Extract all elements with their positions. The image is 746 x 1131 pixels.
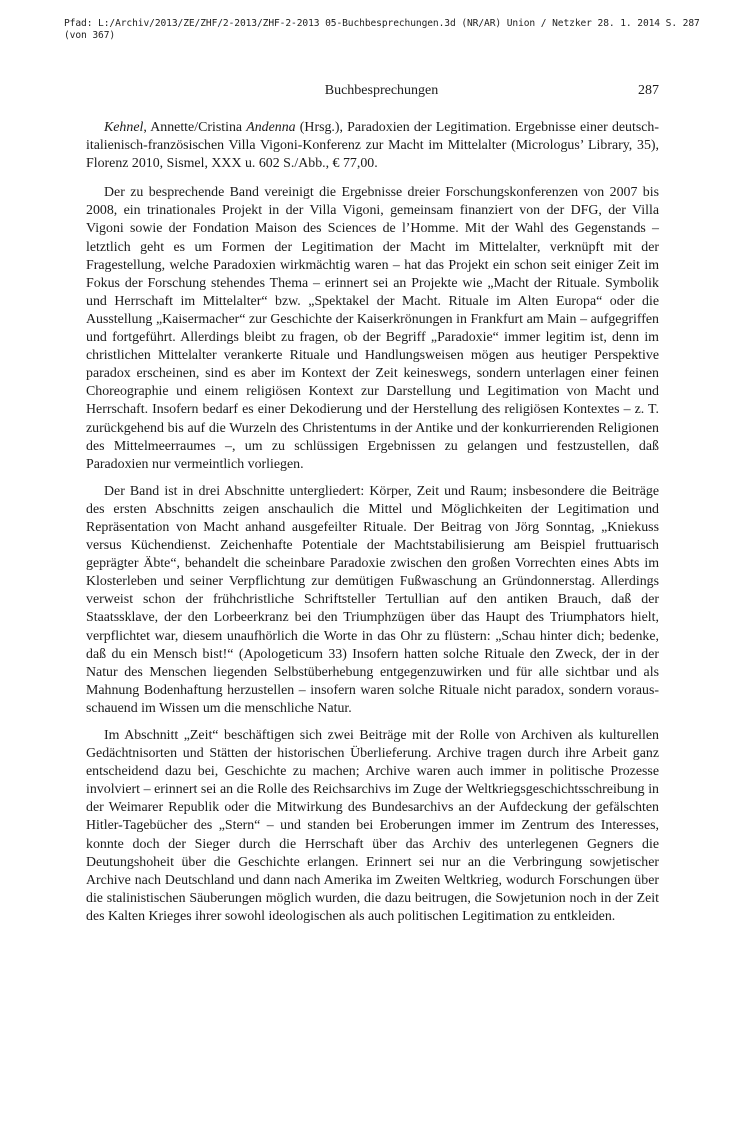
bibliographic-entry [86, 119, 659, 173]
review-paragraph: Im Abschnitt „Zeit“ beschäftigen sich zwei Beiträge mit der Rolle von Archiven als kulturellen Gedächtnisorten und Stätten der historischen Überlieferung. Archive tragen durch ihre Arbeit ganz entscheidend dazu bei, Geschichte zu machen; Archive waren auch immer in politische Prozesse involviert – erinnert sei an die Rolle des Reichsarchivs im Zuge der Weltkriegsgeschichtsschreibung in der Weimarer Republik oder die Mitwirkung des Bundesarchivs an der Aufdeckung der gefälschten Hitler-Tagebücher des „Stern“ – und standen bei Eroberungen immer im Zentrum des Interesses, konnte doch der Sieger durch die Herrschaft über das Archiv des unterlegenen Gegners die Deutungshoheit über die Geschichte erlangen. Erinnert sei nur an die Verbringung sowjetischer Archive nach Deutschland und dann nach Amerika im Zweiten Weltkrieg, wodurch Forschungen über die stalinistischen Säuberungen möglich wurden, die dazu beitrugen, die Sowjetunion noch in der Zeit des Kalten Krieges ihrer sowohl ideologischen als auch politischen Legitimation zu entkleiden. [86, 728, 659, 924]
running-title: Buchbesprechungen [324, 83, 439, 98]
author-name: Andenna [246, 120, 296, 135]
book-details: (Hrsg.), Paradoxien der Legitimation. Ergebnisse einer deutsch-italienisch-französischen Villa Vigoni-Konferenz zur Macht im Mittelalter (Micrologus’ Library, 35), Florenz 2010, Sismel, XXX u. 602 S./Abb., € 77,00. [86, 120, 659, 172]
review-paragraph: Der zu besprechende Band vereinigt die Ergebnisse dreier Forschungskonferenzen von 2007 bis 2008, ein trinationales Projekt in der Villa Vigoni, gemeinsam finanziert von der DFG, der Villa Vigoni sowie der Fondation Maison des Sciences de l’Homme. Mit der Wahl des Gegenstands – letztlich geht es um Formen der Legitimation der Macht im Mittelalter, verknüpft mit der Fragestellung, welche Paradoxien wirkmächtig waren – hat das Projekt ein schon seit einiger Zeit im Fokus der Forschung stehendes Thema – erinnert sei an Projekte wie „Macht der Rituale. Symbolik und Herrschaft im Mittelalter“ bzw. „Spektakel der Macht. Rituale im Alten Europa“ oder die Ausstellung „Kaisermacher“ zur Geschichte der Kaiserkrönungen in Frankfurt am Main – aufgegriffen und fortgeführt. Allerdings bleibt zu fragen, ob der Begriff „Paradoxie“ immer legitim ist, denn im christlichen Mittelalter verankerte Rituale und Handlungsweisen mögen aus heutiger Perspektive paradox erscheinen, sind es aber im Kontext der Zeit keineswegs, sondern unterlagen einer feinen Choreographie und einem religiösen Kontext zur Darstellung und Legitimation von Macht und Herrschaft. Insofern bedarf es einer Dekodierung und der Herstellung des religiösen Kontextes – z. T. zurückgehend bis auf die Wurzeln des Christentums in der Antike und der konkurrierenden Religionen des Mittelmeerraumes –, um zu schlüssigen Ergebnissen zu gelangen und festzustellen, daß Paradoxien nur vermeintlich vorliegen. [86, 185, 659, 472]
page-number: 287 [638, 83, 659, 98]
author-name-rest: , Annette/Cristina [143, 120, 247, 135]
author-name: Kehnel [104, 120, 144, 135]
page-body [86, 119, 659, 926]
file-path-line: Pfad: L:/Archiv/2013/ZE/ZHF/2-2013/ZHF-2-2013 05-Buchbesprechungen.3d (NR/AR) Union / Netzker 28. 1. 2014 S. 287 (von 367) [64, 18, 700, 41]
review-paragraph: Der Band ist in drei Abschnitte untergliedert: Körper, Zeit und Raum; insbesondere die Beiträge des ersten Abschnitts zeigen anschaulich die Mittel und Möglichkeiten der Legitimation und Repräsentation von Macht anhand ausgefeilter Rituale. Der Beitrag von Jörg Sonntag, „Kniekuss versus Küchendienst. Zeichenhafte Potentiale der Machtstabilisierung am Beispiel fruttuarisch geprägter Äbte“, behandelt die scheinbare Paradoxie zwischen den großen Vorrechten eines Abts im Klosterleben und seiner Verpflichtung zur demütigen Fußwaschung an Gründonnerstag. Allerdings verweist schon der frühchristliche Schriftsteller Tertullian auf den antiken Brauch, daß der Staatssklave, der den Lorbeerkranz bei den Triumphzügen über das Haupt des Triumphators hielt, verpflichtet war, diesem unaufhörlich die Worte in das Ohr zu flüstern: „Schau hinter dich; bedenke, daß du ein Mensch bist!“ (Apologeticum 33) Insofern hatten solche Rituale den Zweck, der in der Natur des Menschen liegenden Selbstüberhebung entgegenzuwirken und für alle sichtbar und als Mahnung Bodenhaftung herzustellen – insofern waren solche Rituale nicht paradox, sondern vorausschauend im Wissen um die menschliche Natur. [86, 483, 659, 716]
running-head [104, 83, 659, 103]
